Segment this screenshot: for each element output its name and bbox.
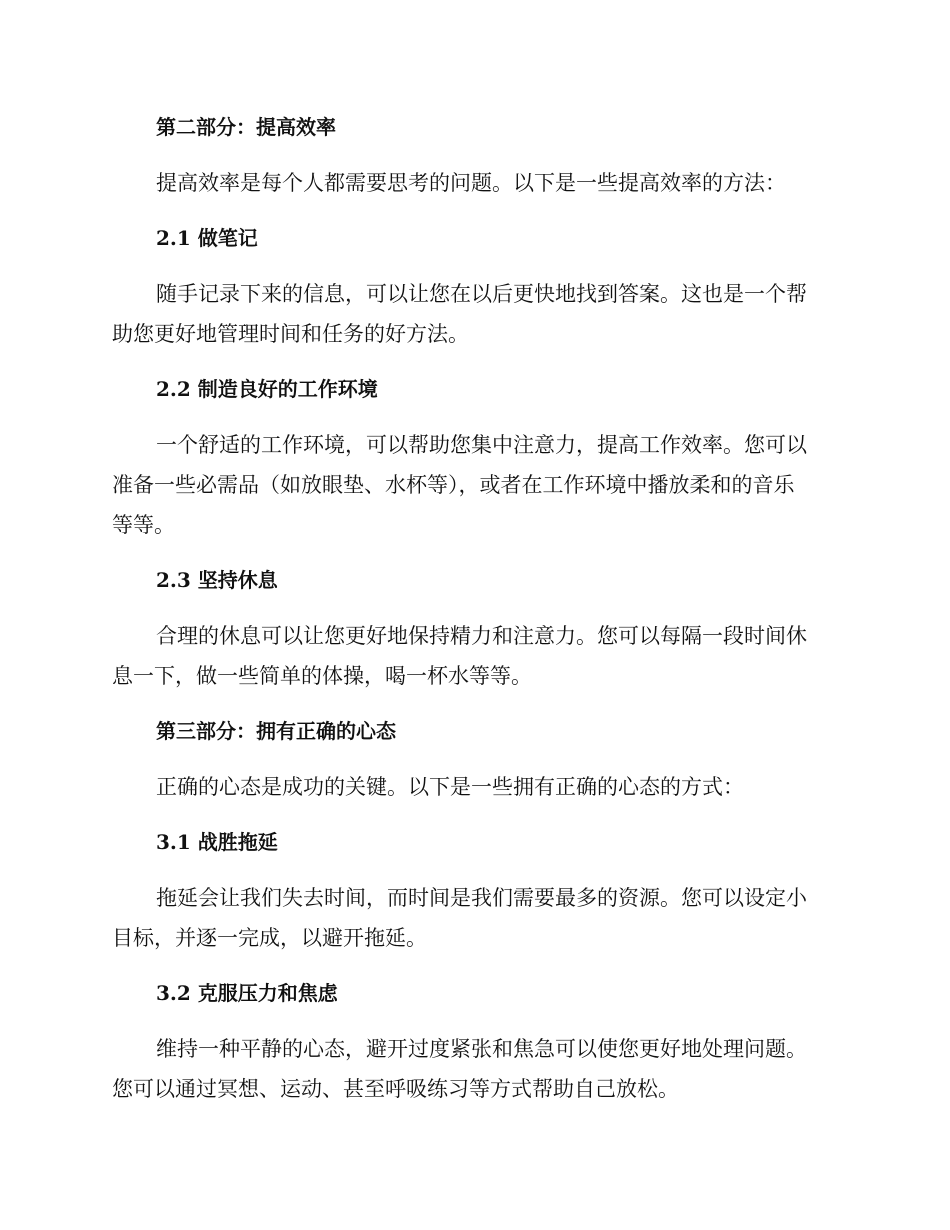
subsection-heading: 2.3 坚持休息 [156,568,278,592]
paragraph-line: 拖延会让我们失去时间，而时间是我们需要最多的资源。您可以设定小 [156,886,807,910]
paragraph-line: 提高效率是每个人都需要思考的问题。以下是一些提高效率的方法： [156,171,786,195]
section-heading: 第二部分：提高效率 [156,115,336,139]
paragraph [112,425,832,545]
paragraph-line: 正确的心态是成功的关键。以下是一些拥有正确的心态的方式： [156,775,744,799]
paragraph-line: 息一下，做一些简单的体操，喝一杯水等等。 [112,664,532,688]
section-heading: 第三部分：拥有正确的心态 [156,719,396,743]
paragraph-line: 准备一些必需品（如放眼垫、水杯等），或者在工作环境中播放柔和的音乐 [112,473,795,497]
paragraph [112,616,832,696]
subsection-heading: 3.2 克服压力和焦虑 [156,981,338,1005]
paragraph-line: 维持一种平静的心态，避开过度紧张和焦急可以使您更好地处理问题。 [156,1037,807,1061]
paragraph-line: 目标，并逐一完成，以避开拖延。 [112,926,427,950]
paragraph-line: 一个舒适的工作环境，可以帮助您集中注意力，提高工作效率。您可以 [156,433,807,457]
document-page [112,108,832,1125]
subsection-heading: 3.1 战胜拖延 [156,830,278,854]
paragraph-line: 随手记录下来的信息，可以让您在以后更快地找到答案。这也是一个帮 [156,282,807,306]
paragraph [112,767,832,807]
paragraph-line: 等等。 [112,513,175,537]
subsection-heading: 2.2 制造良好的工作环境 [156,377,378,401]
paragraph-line: 合理的休息可以让您更好地保持精力和注意力。您可以每隔一段时间休 [156,624,807,648]
paragraph [112,878,832,958]
paragraph [112,1029,832,1109]
paragraph-line: 您可以通过冥想、运动、甚至呼吸练习等方式帮助自己放松。 [112,1077,679,1101]
subsection-heading: 2.1 做笔记 [156,226,258,250]
paragraph [112,163,832,203]
paragraph-line: 助您更好地管理时间和任务的好方法。 [112,322,469,346]
paragraph [112,274,832,354]
